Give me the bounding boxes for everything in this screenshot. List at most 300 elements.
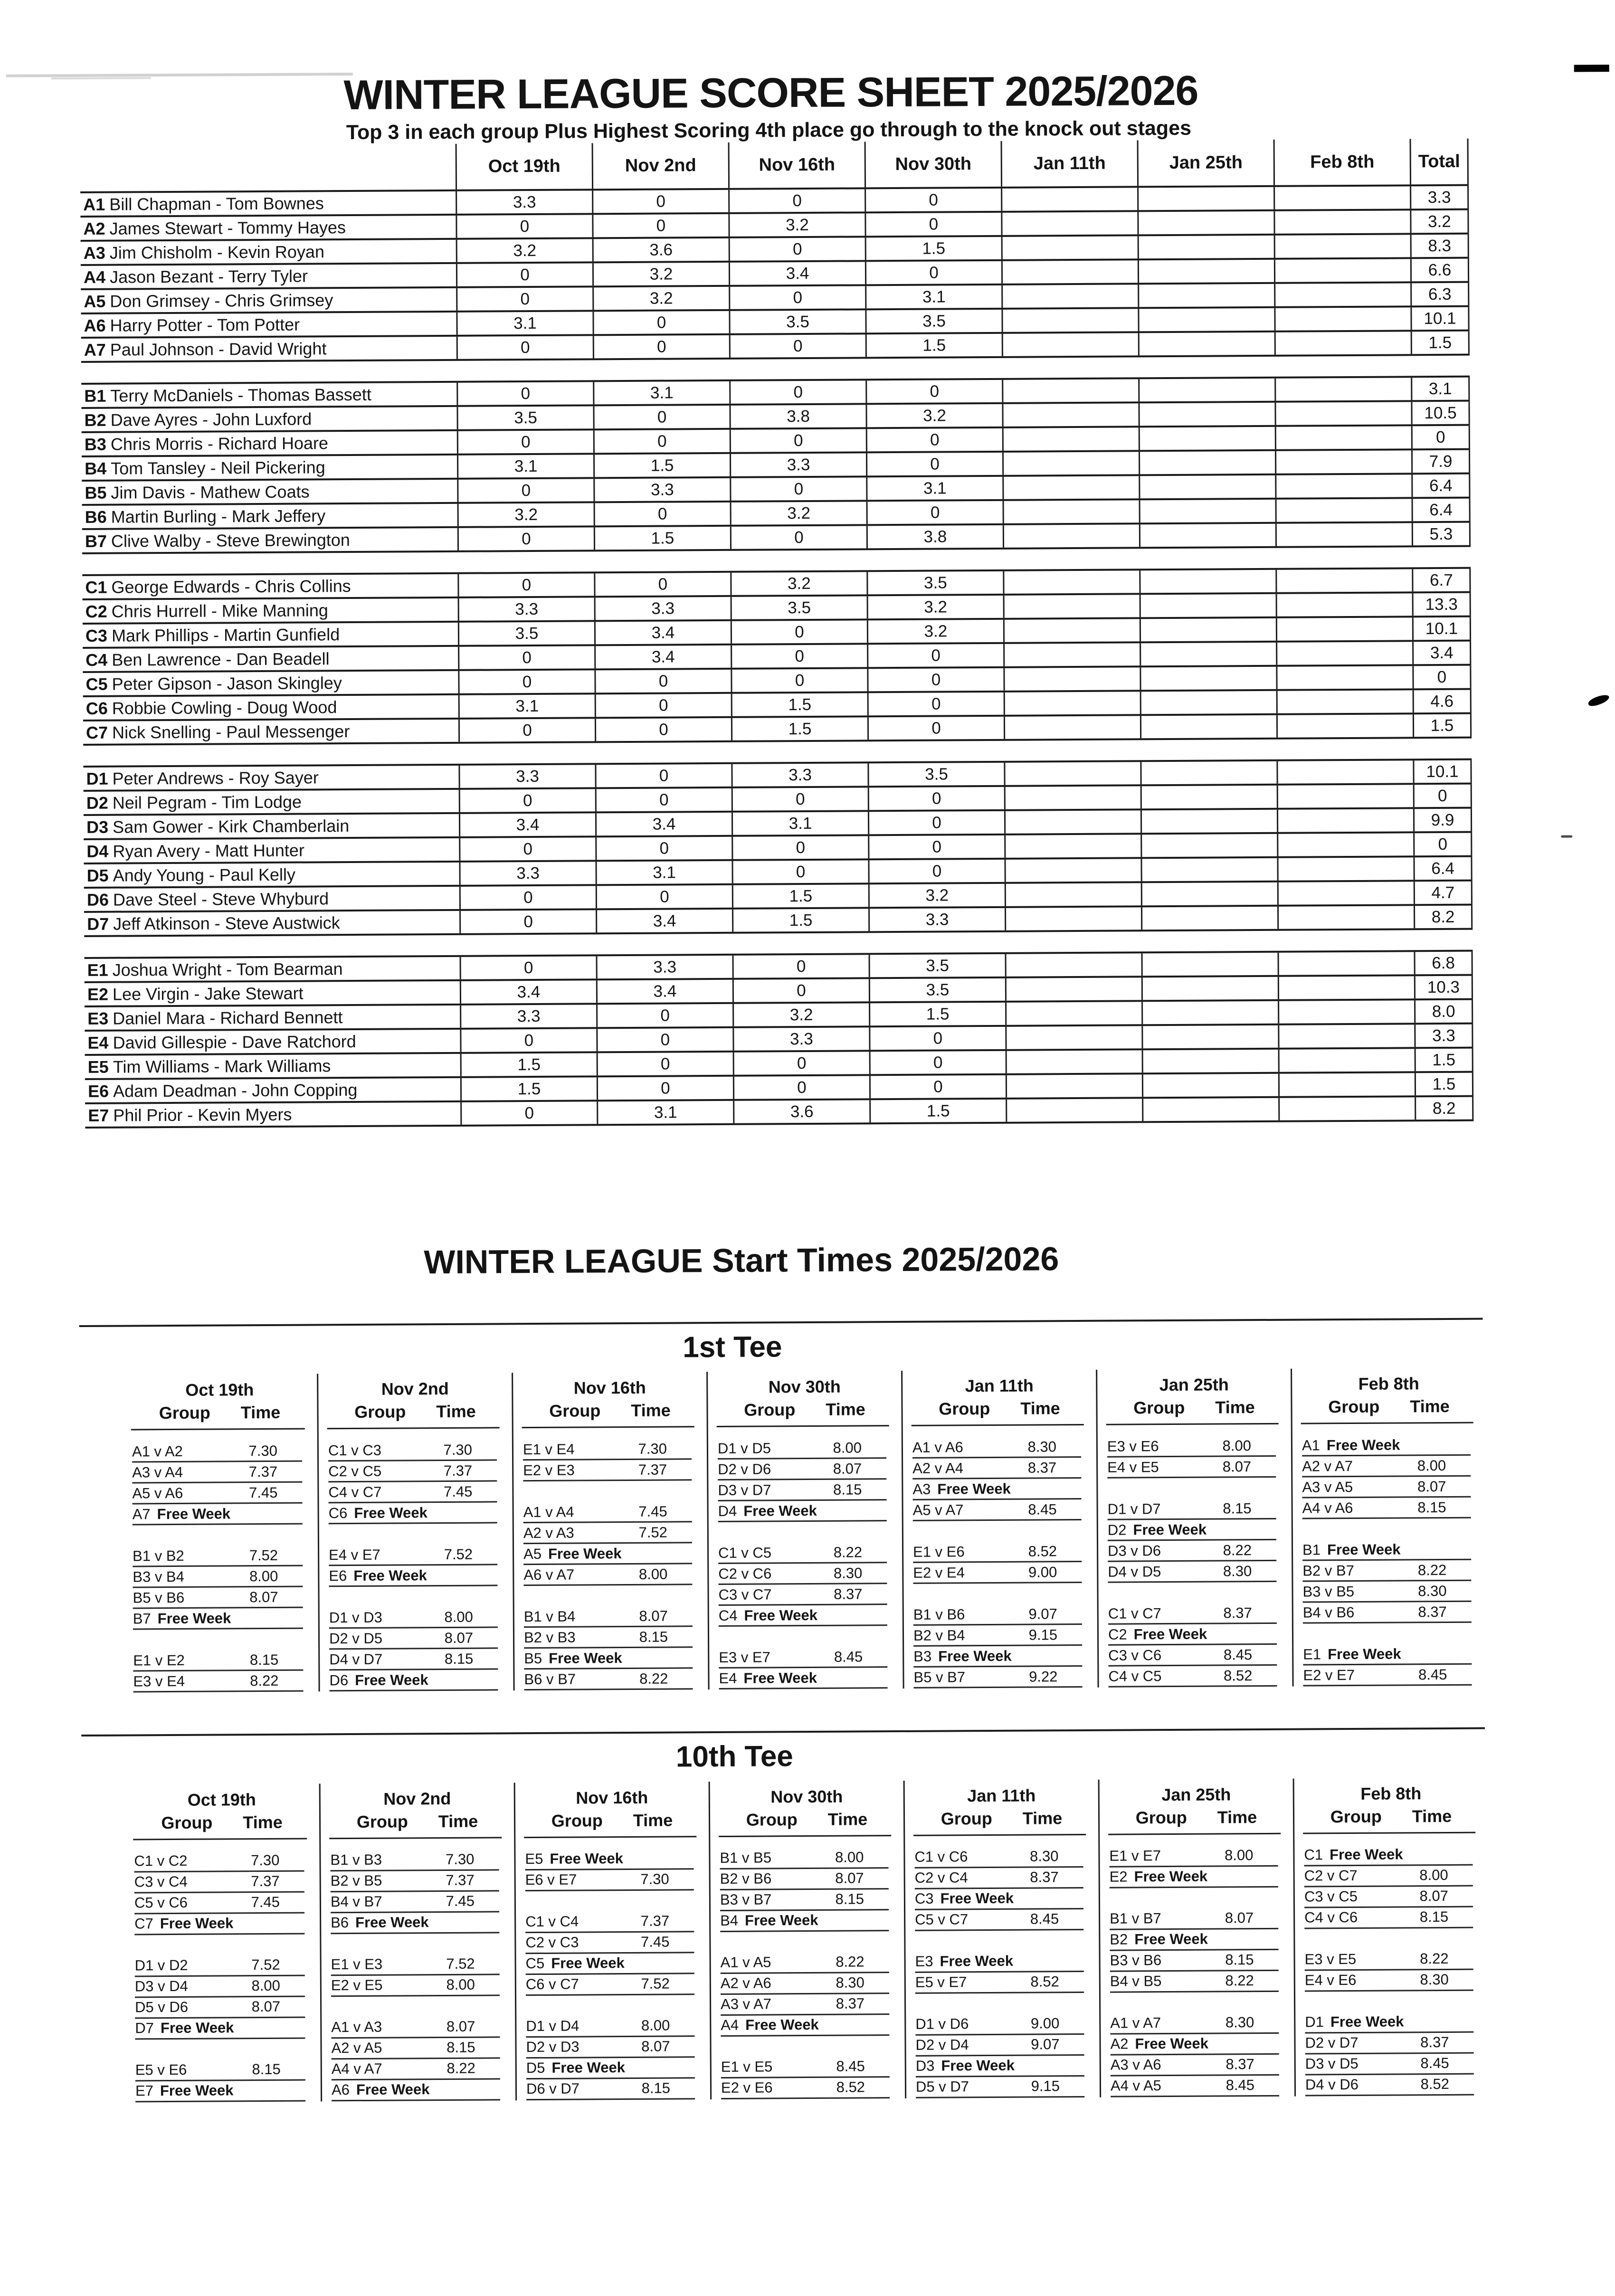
group-label: Group <box>356 1811 408 1831</box>
total-cell: 3.4 <box>1412 642 1471 664</box>
fixture-match: A1 v A6 <box>912 1439 963 1456</box>
score-cell: 1.5 <box>594 527 730 550</box>
fixture-match: D7 <box>135 2020 154 2037</box>
gap-row <box>135 2039 305 2060</box>
group-label: Group <box>939 1399 990 1419</box>
score-cell <box>1273 211 1410 234</box>
score-cell: 3.3 <box>730 454 866 477</box>
header-underline <box>717 1425 889 1427</box>
header-underline <box>1106 1423 1279 1425</box>
fixture-time: 8.45 <box>1030 1910 1059 1927</box>
day-column-labels <box>513 1400 706 1421</box>
team-id: D7 <box>87 914 109 934</box>
header-underline <box>913 1833 1086 1836</box>
fixture-time: 8.37 <box>836 1995 865 2012</box>
team-id: C4 <box>86 650 108 670</box>
fixture-match: B3 v B5 <box>1302 1583 1355 1600</box>
fixture-match: A3 v A7 <box>720 1995 772 2013</box>
score-cell <box>1274 332 1411 355</box>
score-cell: 0 <box>868 811 1004 835</box>
score-cell: 3.3 <box>732 1028 869 1051</box>
fixture-match: E1 v E5 <box>721 2058 773 2076</box>
team-cell: B2 Dave Ayres - John Luxford <box>84 409 312 430</box>
fixture-time: 8.00 <box>1419 1866 1448 1884</box>
fixture-row <box>721 1952 889 1974</box>
fixture-row <box>134 1892 304 1914</box>
fixture-time: 8.00 <box>1222 1437 1252 1454</box>
day-date: Jan 25th <box>1159 1375 1229 1395</box>
free-week-label: Free Week <box>1330 1846 1403 1863</box>
fixture-row <box>915 2014 1084 2036</box>
fixture-match: C1 v C5 <box>718 1544 772 1561</box>
score-cell: 3.1 <box>866 477 1002 500</box>
fixture-time: 8.22 <box>833 1544 863 1561</box>
fixture-time: 8.15 <box>1225 1951 1254 1968</box>
score-cell: 0 <box>458 671 594 694</box>
fixture-time: 8.52 <box>1028 1542 1057 1560</box>
team-id: B2 <box>84 410 106 430</box>
fixture-match: E1 v E3 <box>331 1955 383 1973</box>
fixture-match: B1 <box>1302 1541 1321 1558</box>
header-underline <box>327 1427 500 1430</box>
fixture-time: 7.30 <box>443 1441 473 1458</box>
score-cell <box>1140 715 1276 739</box>
fixture-time: 8.15 <box>252 2060 281 2078</box>
score-cell <box>1005 1026 1141 1050</box>
total-cell: 10.5 <box>1411 402 1470 425</box>
fixture-row <box>331 1891 499 1913</box>
fixture-row <box>718 1584 887 1606</box>
fixture-match: B6 v B7 <box>524 1670 576 1688</box>
fixture-match: C4 v C6 <box>1304 1908 1358 1926</box>
score-cell: 1.5 <box>460 1078 597 1101</box>
fixture-row <box>331 1975 500 1997</box>
fixture-time: 8.07 <box>249 1588 278 1605</box>
day-date: Feb 8th <box>1358 1374 1419 1394</box>
team-cell: E1 Joshua Wright - Tom Bearman <box>87 959 343 980</box>
fixture-match: A1 v A2 <box>132 1442 183 1460</box>
fixture-row <box>1304 1886 1473 1908</box>
free-week-label: Free Week <box>745 2016 819 2033</box>
time-label: Time <box>438 1811 478 1831</box>
fixture-match: D4 v D5 <box>1108 1563 1161 1580</box>
fixture-time: 7.30 <box>251 1851 280 1869</box>
score-cell: 0 <box>867 668 1003 692</box>
total-cell: 10.1 <box>1412 617 1471 640</box>
score-cell: 3.4 <box>594 645 731 669</box>
fixture-match: A3 v A5 <box>1302 1478 1353 1496</box>
time-label: Time <box>1410 1396 1450 1416</box>
fixture-match: C3 v C4 <box>134 1873 188 1890</box>
score-cell <box>1004 787 1140 810</box>
fixture-time: 8.37 <box>1223 1604 1252 1622</box>
fixture-match: E4 v E5 <box>1107 1458 1159 1476</box>
day-rows <box>1292 1435 1487 1687</box>
fixture-match: B2 v B4 <box>913 1627 965 1644</box>
free-week-label: Free Week <box>551 2059 626 2076</box>
score-cell <box>1276 642 1412 665</box>
score-cell <box>1139 570 1275 593</box>
fixture-row <box>1111 2075 1279 2097</box>
fixture-match: B3 v B4 <box>133 1568 185 1585</box>
score-group <box>82 567 1472 746</box>
free-week-label: Free Week <box>160 2019 234 2037</box>
day-rows <box>1100 1845 1294 2097</box>
fixture-row <box>525 1932 694 1954</box>
team-id: C3 <box>85 626 108 645</box>
scanned-score-sheet-page <box>0 65 1615 2296</box>
team-cell: E2 Lee Virgin - Jake Stewart <box>87 983 304 1004</box>
score-header-cell: Jan 25th <box>1137 140 1273 186</box>
score-cell <box>1278 1073 1415 1097</box>
total-cell: 7.9 <box>1411 450 1470 473</box>
score-cell: 0 <box>593 430 730 453</box>
fixture-row <box>328 1461 497 1483</box>
score-cell: 0 <box>731 645 867 668</box>
fixture-match: E6 <box>329 1567 347 1584</box>
score-cell: 3.2 <box>867 620 1003 643</box>
fixture-match: A1 v A4 <box>523 1503 574 1520</box>
score-cell: 0 <box>594 670 731 693</box>
tee-heading: 1st Tee <box>683 1330 782 1364</box>
fixture-match: C5 v C7 <box>915 1911 969 1928</box>
fixture-row <box>1108 1499 1276 1520</box>
start-times-table <box>122 1368 1487 1693</box>
total-cell: 8.2 <box>1415 1097 1473 1120</box>
score-cell <box>1138 379 1274 402</box>
fixture-match: E5 v E6 <box>135 2061 187 2078</box>
free-week-row <box>134 1913 304 1935</box>
day-date: Nov 16th <box>573 1378 646 1398</box>
free-week-label: Free Week <box>1134 1930 1208 1948</box>
fixture-row <box>718 1542 887 1564</box>
free-week-label: Free Week <box>157 1505 231 1522</box>
fixture-match: E3 <box>915 1953 933 1970</box>
fixture-time: 7.30 <box>640 1870 669 1888</box>
score-cell: 3.6 <box>592 238 729 262</box>
fixture-match: B1 v B2 <box>133 1547 184 1565</box>
fixture-match: B4 <box>720 1912 739 1929</box>
group-label: Group <box>551 1810 603 1831</box>
fixture-time: 7.37 <box>640 1912 670 1929</box>
score-cell: 0 <box>456 382 593 406</box>
fixture-match: C5 v C6 <box>134 1894 188 1911</box>
fixture-time: 8.45 <box>836 2058 865 2075</box>
fixture-match: C4 v C7 <box>328 1483 382 1501</box>
fixture-time: 8.45 <box>834 1648 863 1665</box>
fixture-row <box>525 1869 694 1891</box>
score-cell: 0 <box>730 429 866 453</box>
team-cell: C7 Nick Snelling - Paul Messenger <box>86 721 350 742</box>
score-cell: 0 <box>456 264 592 287</box>
score-cell <box>1005 883 1141 907</box>
fixture-time: 8.00 <box>444 1608 473 1625</box>
total-cell: 4.6 <box>1413 690 1472 713</box>
fixture-row <box>523 1460 692 1482</box>
time-label: Time <box>436 1401 476 1422</box>
free-week-row <box>526 1953 694 1975</box>
score-cell: 3.4 <box>596 980 732 1003</box>
header-underline <box>1108 1832 1281 1835</box>
gap-row <box>133 1525 303 1546</box>
fixture-time: 8.45 <box>1226 2077 1255 2094</box>
score-cell: 0 <box>866 428 1002 452</box>
score-cell: 0 <box>459 789 595 813</box>
score-cell: 0 <box>867 693 1004 716</box>
score-cell: 0 <box>864 189 1001 212</box>
score-cell: 0 <box>868 835 1004 859</box>
total-cell: 0 <box>1413 833 1472 856</box>
free-week-label: Free Week <box>940 1952 1014 1970</box>
day-rows <box>515 1849 710 2100</box>
score-group <box>83 759 1472 937</box>
scan-artifact-corner-block <box>1574 65 1609 72</box>
fixture-row <box>134 1850 304 1872</box>
score-cell: 3.2 <box>592 263 729 286</box>
score-cell: 3.1 <box>457 455 593 478</box>
score-cell <box>1141 907 1277 930</box>
gap-row <box>1108 1582 1276 1604</box>
score-cell: 3.5 <box>456 407 593 430</box>
fixture-match: D6 <box>329 1671 349 1689</box>
fixture-match: C1 v C3 <box>328 1442 382 1459</box>
fixture-time: 8.22 <box>1225 1972 1254 1989</box>
fixture-match: D5 <box>526 2059 545 2077</box>
score-cell: 1.5 <box>593 454 730 477</box>
score-cell <box>1001 261 1138 284</box>
gap-row <box>915 1993 1084 2015</box>
time-label: Time <box>631 1400 671 1421</box>
team-id: B3 <box>84 434 107 454</box>
fixture-match: D2 v D7 <box>1305 2034 1358 2051</box>
score-cell: 3.1 <box>865 285 1001 309</box>
total-cell: 10.1 <box>1413 760 1472 783</box>
team-cell: A1 Bill Chapman - Tom Bownes <box>83 193 324 214</box>
gap-row <box>1303 1623 1472 1645</box>
fixture-time: 7.37 <box>248 1463 278 1480</box>
score-cell <box>1277 906 1414 930</box>
fixture-row <box>135 1997 305 2019</box>
time-label: Time <box>240 1403 281 1423</box>
fixture-time: 9.00 <box>1030 2015 1060 2032</box>
fixture-row <box>1303 1602 1472 1624</box>
fixture-time: 7.30 <box>446 1850 475 1868</box>
fixture-match: E4 <box>719 1670 737 1687</box>
score-cell <box>1137 211 1273 235</box>
score-cell <box>1137 187 1273 210</box>
section-divider-rule <box>79 1318 1483 1327</box>
total-cell: 1.5 <box>1415 1073 1473 1096</box>
score-cell: 3.4 <box>595 813 732 836</box>
fixture-match: A3 <box>912 1480 931 1498</box>
score-cell: 0 <box>732 836 868 860</box>
fixture-row <box>915 1909 1083 1931</box>
score-cell <box>1277 858 1413 881</box>
fixture-row <box>329 1545 497 1566</box>
fixture-time: 8.37 <box>1027 1459 1057 1476</box>
score-cell: 0 <box>869 1027 1005 1050</box>
score-cell: 3.6 <box>733 1101 869 1124</box>
total-cell: 0 <box>1412 666 1471 689</box>
fixture-row <box>135 1976 305 1998</box>
score-cell: 0 <box>868 860 1004 883</box>
free-week-label: Free Week <box>1330 2013 1404 2030</box>
team-id: A6 <box>84 315 106 335</box>
score-cell: 3.3 <box>593 478 730 502</box>
total-cell: 6.3 <box>1410 283 1469 306</box>
score-cell: 3.2 <box>592 287 729 310</box>
fixture-match: E2 <box>1109 1868 1128 1885</box>
score-cell <box>1005 908 1141 931</box>
free-week-row <box>916 2056 1084 2078</box>
fixture-match: E3 v E7 <box>719 1649 770 1666</box>
score-cell: 0 <box>458 646 594 670</box>
team-id: E3 <box>87 1008 109 1028</box>
score-cell: 3.2 <box>732 1004 869 1027</box>
score-cell <box>1005 1002 1141 1025</box>
fixture-time: 8.52 <box>1420 2075 1450 2093</box>
score-cell: 0 <box>867 644 1003 667</box>
score-cell: 1.5 <box>865 237 1001 260</box>
score-cell: 3.2 <box>730 502 866 525</box>
team-id: E6 <box>87 1081 109 1101</box>
score-cell: 3.2 <box>728 214 864 237</box>
gap-row <box>1110 1887 1278 1909</box>
score-cell <box>1142 1074 1278 1097</box>
free-week-row <box>1110 1866 1278 1888</box>
fixture-time: 8.52 <box>1224 1667 1253 1684</box>
fixture-time: 8.15 <box>641 2079 671 2097</box>
fixture-row <box>1305 1970 1473 1992</box>
fixture-match: D4 <box>718 1502 737 1519</box>
fixture-match: E2 v E3 <box>523 1461 575 1479</box>
fixture-match: D1 v D4 <box>526 2017 580 2035</box>
score-cell: 0 <box>729 238 865 261</box>
score-header-spacer <box>80 144 456 191</box>
team-id: D4 <box>86 841 109 861</box>
score-cell: 0 <box>730 478 866 501</box>
team-id: D5 <box>86 865 109 885</box>
free-week-row <box>1302 1539 1471 1561</box>
fixture-match: C3 v C6 <box>1108 1646 1162 1664</box>
score-cell: 0 <box>728 190 864 213</box>
fixture-match: C7 <box>134 1915 153 1932</box>
score-cell: 0 <box>732 861 868 884</box>
free-week-row <box>523 1544 692 1565</box>
team-cell: D1 Peter Andrews - Roy Sayer <box>86 768 319 788</box>
score-cell: 0 <box>597 1053 733 1076</box>
score-header-cell: Nov 30th <box>864 141 1001 188</box>
group-label: Group <box>746 1809 798 1830</box>
fixture-match: A1 v A3 <box>331 2018 382 2036</box>
gap-row <box>331 1996 500 2018</box>
day-column <box>317 1373 513 1692</box>
fixture-match: B4 v B5 <box>1110 1973 1162 1990</box>
day-date: Feb 8th <box>1360 1783 1422 1803</box>
fixture-row <box>721 2078 890 2099</box>
score-cell: 0 <box>460 957 596 980</box>
fixture-time: 7.52 <box>444 1546 473 1563</box>
fixture-time: 8.00 <box>638 1565 668 1583</box>
score-cell <box>1274 284 1410 307</box>
group-label: Group <box>744 1400 796 1420</box>
fixture-time: 7.37 <box>638 1461 667 1478</box>
fixture-match: B3 <box>913 1648 932 1665</box>
score-cell: 0 <box>866 501 1003 524</box>
time-label: Time <box>827 1809 868 1829</box>
day-rows <box>710 1847 905 2099</box>
day-column-labels <box>710 1809 903 1830</box>
fixture-match: A4 v A5 <box>1110 2077 1161 2094</box>
score-cell: 3.3 <box>594 597 731 620</box>
score-cell <box>1277 785 1413 808</box>
day-rows <box>124 1850 321 2102</box>
day-rows <box>905 1846 1100 2098</box>
score-cell: 0 <box>595 718 731 741</box>
fixture-row <box>721 1973 889 1995</box>
fixture-time: 7.30 <box>638 1440 667 1457</box>
fixture-time: 8.00 <box>1417 1457 1446 1474</box>
fixture-match: B1 v B4 <box>523 1608 576 1625</box>
free-week-label: Free Week <box>551 1954 625 1972</box>
score-cell: 3.3 <box>460 1005 596 1028</box>
fixture-time: 7.52 <box>446 1955 475 1973</box>
score-cell: 0 <box>866 453 1002 476</box>
day-rows <box>123 1441 319 1693</box>
score-cell: 0 <box>596 1028 732 1052</box>
day-rows <box>1294 1844 1489 2096</box>
free-week-label: Free Week <box>940 1889 1014 1907</box>
score-cell <box>1277 834 1413 857</box>
fixture-match: D5 v D6 <box>135 1998 189 2016</box>
score-cell <box>1141 953 1278 976</box>
score-cell: 3.3 <box>731 764 867 787</box>
fixture-match: B2 v B3 <box>523 1629 576 1646</box>
fixture-match: D4 v D6 <box>1305 2076 1359 2093</box>
fixture-row <box>331 2038 500 2059</box>
fixture-match: C3 v C5 <box>1304 1888 1358 1905</box>
header-underline <box>524 1836 696 1838</box>
fixture-row <box>526 2078 695 2100</box>
fixture-match: B4 v B6 <box>1302 1603 1355 1621</box>
total-cell: 1.5 <box>1413 714 1472 737</box>
score-cell: 3.1 <box>732 812 868 835</box>
score-cell: 0 <box>597 1077 733 1100</box>
score-cell: 0 <box>732 955 869 978</box>
fixture-time: 8.22 <box>446 2059 475 2077</box>
score-cell <box>1138 260 1274 283</box>
free-week-row <box>719 1605 887 1627</box>
team-id: E5 <box>87 1057 109 1077</box>
score-cell: 0 <box>456 336 593 360</box>
score-cell <box>1138 308 1274 332</box>
score-cell: 3.1 <box>593 381 729 405</box>
score-cell <box>1278 977 1414 1000</box>
free-week-row <box>526 2058 695 2079</box>
fixture-match: C1 v C7 <box>1108 1604 1161 1622</box>
free-week-row <box>329 1670 498 1692</box>
gap-row <box>1110 1992 1279 2013</box>
score-cell: 0 <box>869 1051 1006 1074</box>
fixture-match: B1 v B3 <box>330 1851 382 1869</box>
fixture-row <box>1111 2054 1279 2076</box>
team-cell: B5 Jim Davis - Mathew Coats <box>85 482 310 503</box>
total-cell: 13.3 <box>1412 593 1471 616</box>
fixture-match: C2 v C6 <box>718 1565 772 1582</box>
fixture-row <box>1305 2074 1474 2096</box>
team-id: E2 <box>87 984 109 1004</box>
fixture-time: 8.37 <box>1030 1869 1059 1886</box>
